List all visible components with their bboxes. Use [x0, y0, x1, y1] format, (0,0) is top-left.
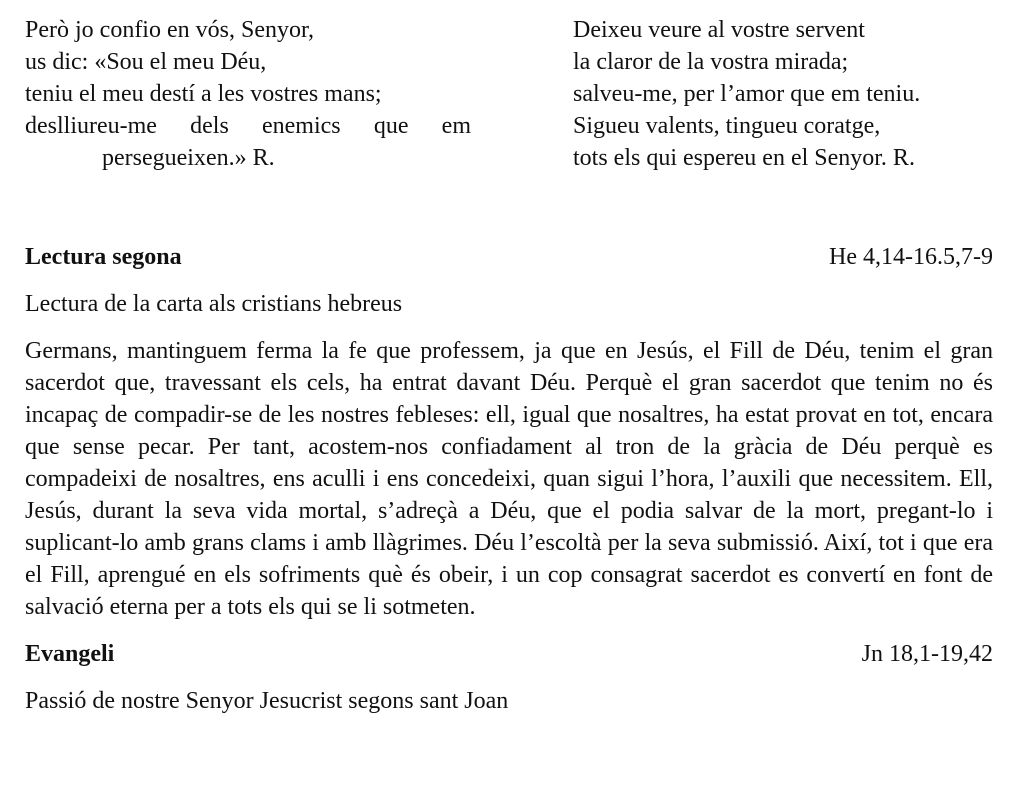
psalm-line: Sigueu valents, tingueu coratge,	[573, 113, 881, 139]
document-page	[25, 14, 993, 717]
second-reading-text: Germans, mantinguem ferma la fe que professem, ja que en Jesús, el Fill de Déu, tenim el gran sacerdot que, travessant els cels, ha entrat davant Déu. Perquè el gran sacerdot que tenim no és incapaç de compadir-se de les nostres febleses: ell, igual que nosaltres, ha estat provat en tot, encara que sense pecar. Per tant, acostem-nos confiadament al tron de la gràcia de Déu perquè es compadeixi de nosaltres, ens aculli i ens concedeixi, quan sigui l’hora, l’auxili que necessitem. Ell, Jesús, durant la seva vida mortal, s’adreçà a Déu, que el podia salvar de la mort, pregant-lo i suplicant-lo amb grans clams i amb llàgrimes. Déu l’escoltà per la seva submissió. Així, tot i que era el Fill, aprengué en els sofriments què és obeir, i un cop consagrat sacerdot es convertí en font de salvació eterna per a tots els qui se li sotmeten.	[25, 338, 993, 620]
psalm-right-stanza	[573, 14, 993, 174]
psalm-line: us dic: «Sou el meu Déu,	[25, 49, 267, 75]
gospel-title: Evangeli	[25, 641, 115, 667]
gospel-subtitle: Passió de nostre Senyor Jesucrist segons sant Joan	[25, 688, 509, 714]
psalm-line: persegueixen.» R.	[102, 145, 275, 171]
psalm-left-stanza	[25, 14, 471, 174]
second-reading-reference: He 4,14-16.5,7-9	[829, 244, 993, 270]
psalm-stanzas	[25, 14, 993, 174]
second-reading-title: Lectura segona	[25, 244, 182, 270]
psalm-line: salveu-me, per l’amor que em teniu.	[573, 81, 921, 107]
gospel-reference: Jn 18,1-19,42	[861, 641, 993, 667]
psalm-line: teniu el meu destí a les vostres mans;	[25, 81, 382, 107]
psalm-line: deslliureu-me dels enemics que em	[25, 113, 471, 139]
psalm-line: tots els qui espereu en el Senyor. R.	[573, 145, 915, 171]
gospel-heading	[25, 638, 993, 670]
second-reading-heading	[25, 241, 993, 273]
second-reading-subtitle: Lectura de la carta als cristians hebreus	[25, 291, 403, 317]
psalm-line: Deixeu veure al vostre servent	[573, 17, 865, 43]
psalm-line: la claror de la vostra mirada;	[573, 49, 849, 75]
psalm-line: Però jo confio en vós, Senyor,	[25, 17, 314, 43]
